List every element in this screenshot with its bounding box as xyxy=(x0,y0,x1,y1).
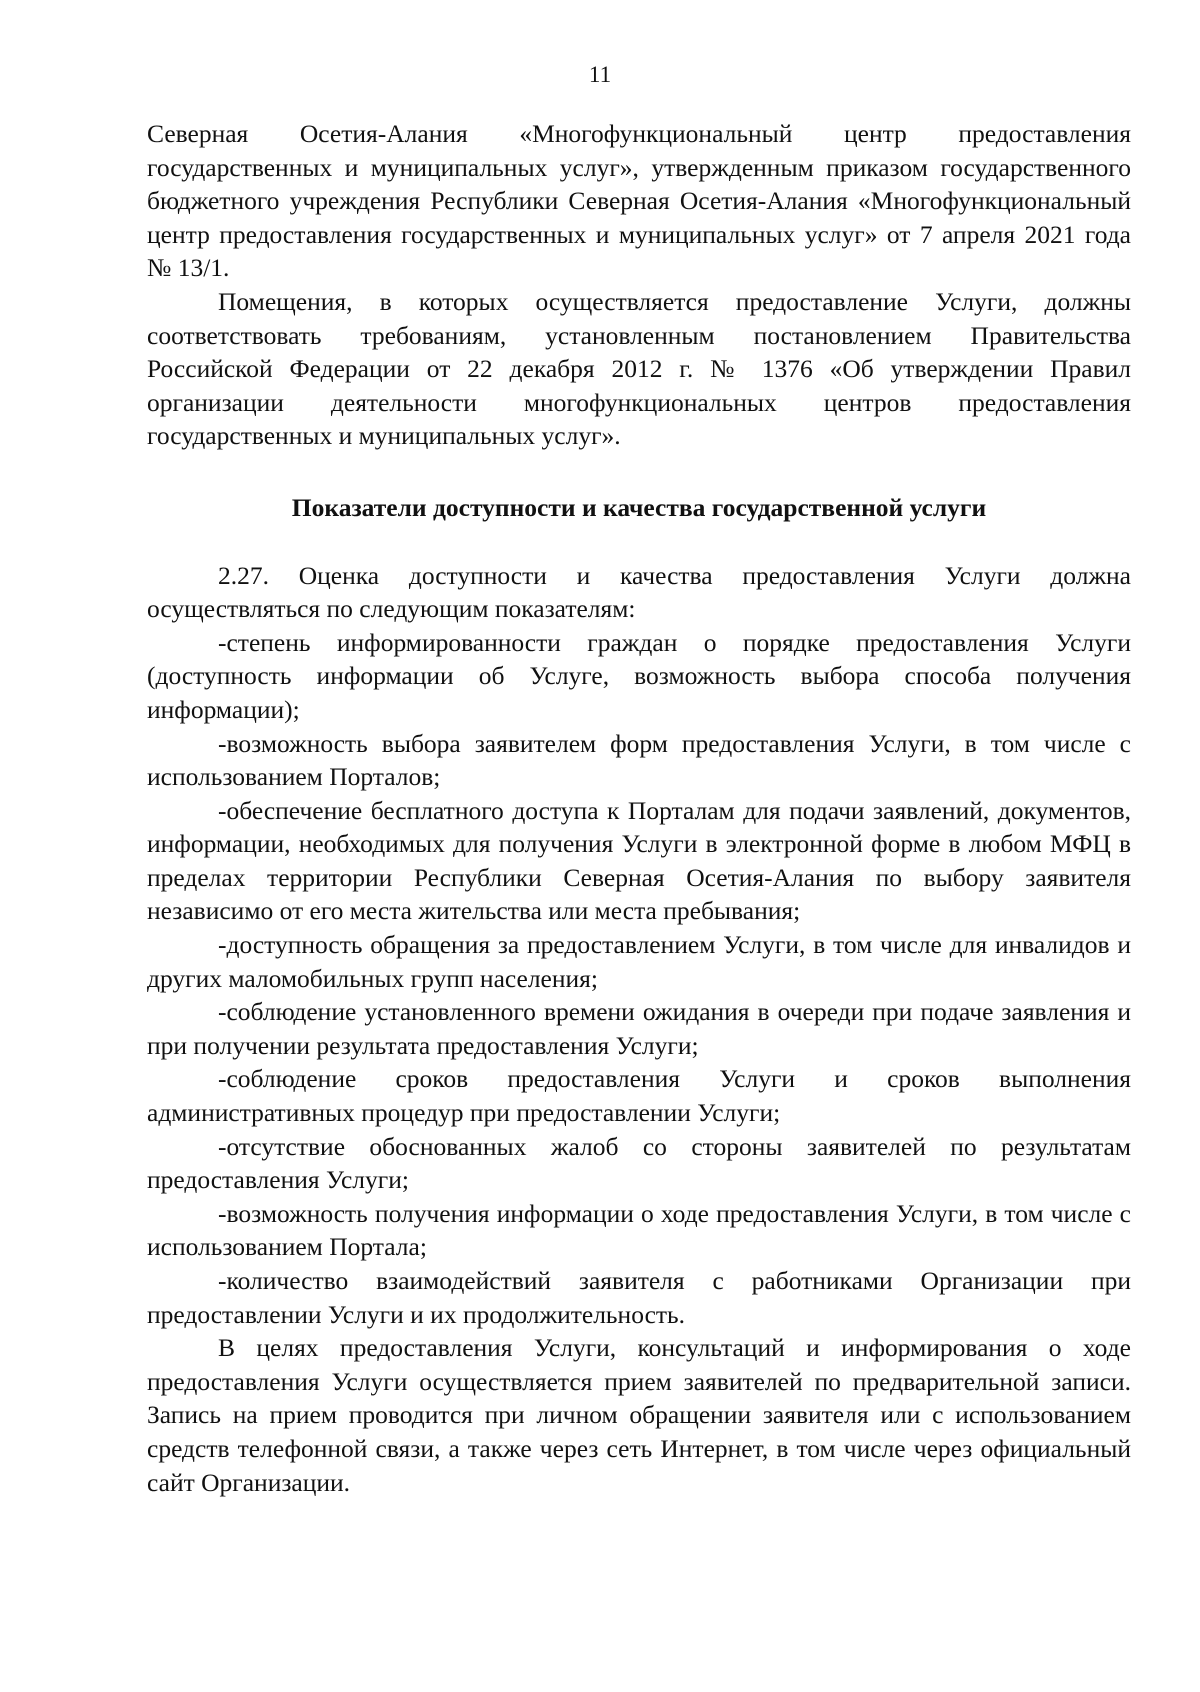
list-item-status-info: -возможность получения информации о ходе предоставления Услуги, в том числе с использованием Портала; xyxy=(147,1198,1131,1262)
list-item-deadlines: -соблюдение сроков предоставления Услуги и сроков выполнения административных процедур при предоставлении Услуги; xyxy=(147,1064,1131,1128)
paragraph-appointments: В целях предоставления Услуги, консультаций и информирования о ходе предоставления Услуги осуществляется прием заявителей по предварительной записи. Запись на прием проводится при личном обращении заявителя или с использованием средств телефонной связи, а также через сеть Интернет, в том числе через официальный сайт Организации. xyxy=(147,1333,1131,1497)
section-heading: Показатели доступности и качества государственной услуги xyxy=(291,492,987,522)
paragraph-continuation: Северная Осетия-Алания «Многофункциональный центр предоставления государственных и муниципальных услуг», утвержденным приказом государственного бюджетного учреждения Республики Северная Осетия-Алания «Многофункциональный центр предоставления государственных и муниципальных услуг» от 7 апреля 2021 года № 13/1. xyxy=(147,119,1131,283)
list-item-interactions: -количество взаимодействий заявителя с работниками Организации при предоставлении Услуги и их продолжительность. xyxy=(147,1266,1131,1329)
list-item-form-choice: -возможность выбора заявителем форм предоставления Услуги, в том числе с использованием Порталов; xyxy=(147,728,1131,792)
list-item-waiting-time: -соблюдение установленного времени ожидания в очереди при подаче заявления и при получении результата предоставления Услуги; xyxy=(147,997,1131,1060)
document-body xyxy=(147,117,1131,1499)
paragraph-premises: Помещения, в которых осуществляется предоставление Услуги, должны соответствовать требованиям, установленным постановлением Правительства Российской Федерации от 22 декабря 2012 г. № 1376 «Об утверждении Правил организации деятельности многофункциональных центров предоставления государственных и муниципальных услуг». xyxy=(147,286,1131,451)
paragraph-2-27: 2.27. Оценка доступности и качества предоставления Услуги должна осуществляться по следующим показателям: xyxy=(147,560,1131,624)
page-number: 11 xyxy=(588,62,612,87)
list-item-no-complaints: -отсутствие обоснованных жалоб со стороны заявителей по результатам предоставления Услуги; xyxy=(147,1131,1131,1195)
list-item-free-access: -обеспечение бесплатного доступа к Порталам для подачи заявлений, документов, информации, необходимых для получения Услуги в электронной форме в любом МФЦ в пределах территории Республики Северная Осетия-Алания по выбору заявителя независимо от его места жительства или места пребывания; xyxy=(147,795,1131,926)
list-item-informedness: -степень информированности граждан о порядке предоставления Услуги (доступность информации об Услуге, возможность выбора способа получения информации); xyxy=(147,627,1131,724)
list-item-accessibility: -доступность обращения за предоставлением Услуги, в том числе для инвалидов и других маломобильных групп населения; xyxy=(147,930,1131,993)
